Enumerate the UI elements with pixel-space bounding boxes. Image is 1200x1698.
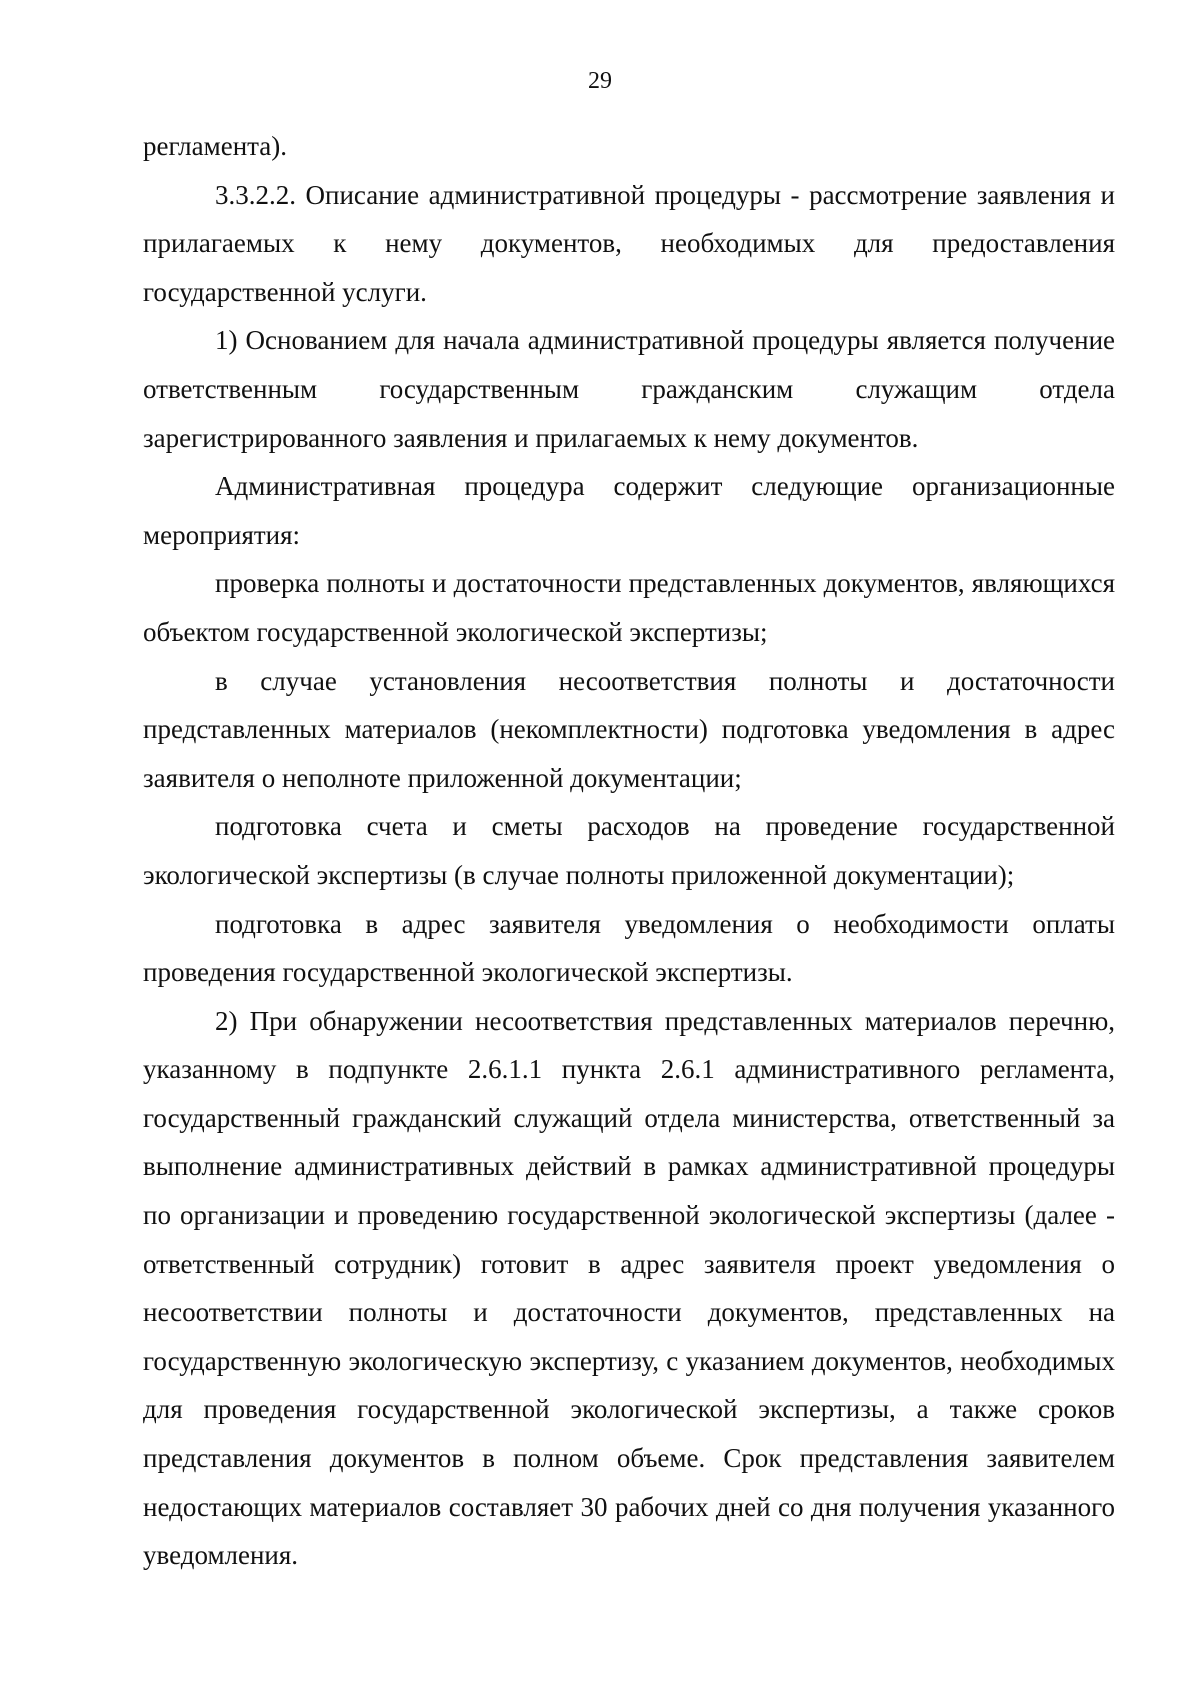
- paragraph-measure-4: подготовка в адрес заявителя уведомления о необходимости оплаты проведения государственной экологической экспертизы.: [143, 908, 1115, 988]
- paragraph-procedure-intro: Административная процедура содержит следующие организационные мероприятия:: [143, 471, 1115, 550]
- paragraph-section-heading: 3.3.2.2. Описание административной процедуры - рассмотрение заявления и прилагаемых к нему документов, необходимых для предоставления государственной услуги.: [143, 179, 1115, 307]
- paragraph-measure-1: проверка полноты и достаточности представленных документов, являющихся объектом государственной экологической экспертизы;: [143, 568, 1115, 647]
- document-body: [143, 122, 1115, 1580]
- paragraph-continuation: регламента).: [143, 131, 288, 161]
- paragraph-measure-3: подготовка счета и сметы расходов на проведение государственной экологической экспертизы (в случае полноты приложенной документации);: [143, 811, 1115, 890]
- page-number: 29: [588, 68, 612, 94]
- paragraph-item-2: 2) При обнаружении несоответствия представленных материалов перечню, указанному в подпункте 2.6.1.1 пункта 2.6.1 административного регламента, государственный гражданский служащий отдела министерства, ответственный за выполнение административных действий в рамках административной процедуры по организации и проведению государственной экологической экспертизы (далее - ответственный сотрудник) готовит в адрес заявителя проект уведомления о несоответствии полноты и достаточности документов, представленных на государственную экологическую экспертизу, с указанием документов, необходимых для проведения государственной экологической экспертизы, а также сроков представления документов в полном объеме. Срок представления заявителем недостающих материалов составляет 30 рабочих дней со дня получения указанного уведомления.: [143, 1005, 1115, 1571]
- paragraph-measure-2: в случае установления несоответствия полноты и достаточности представленных материалов (некомплектности) подготовка уведомления в адрес заявителя о неполноте приложенной документации;: [143, 665, 1115, 793]
- paragraph-item-1: 1) Основанием для начала административной процедуры является получение ответственным государственным гражданским служащим отдела зарегистрированного заявления и прилагаемых к нему документов.: [143, 325, 1115, 453]
